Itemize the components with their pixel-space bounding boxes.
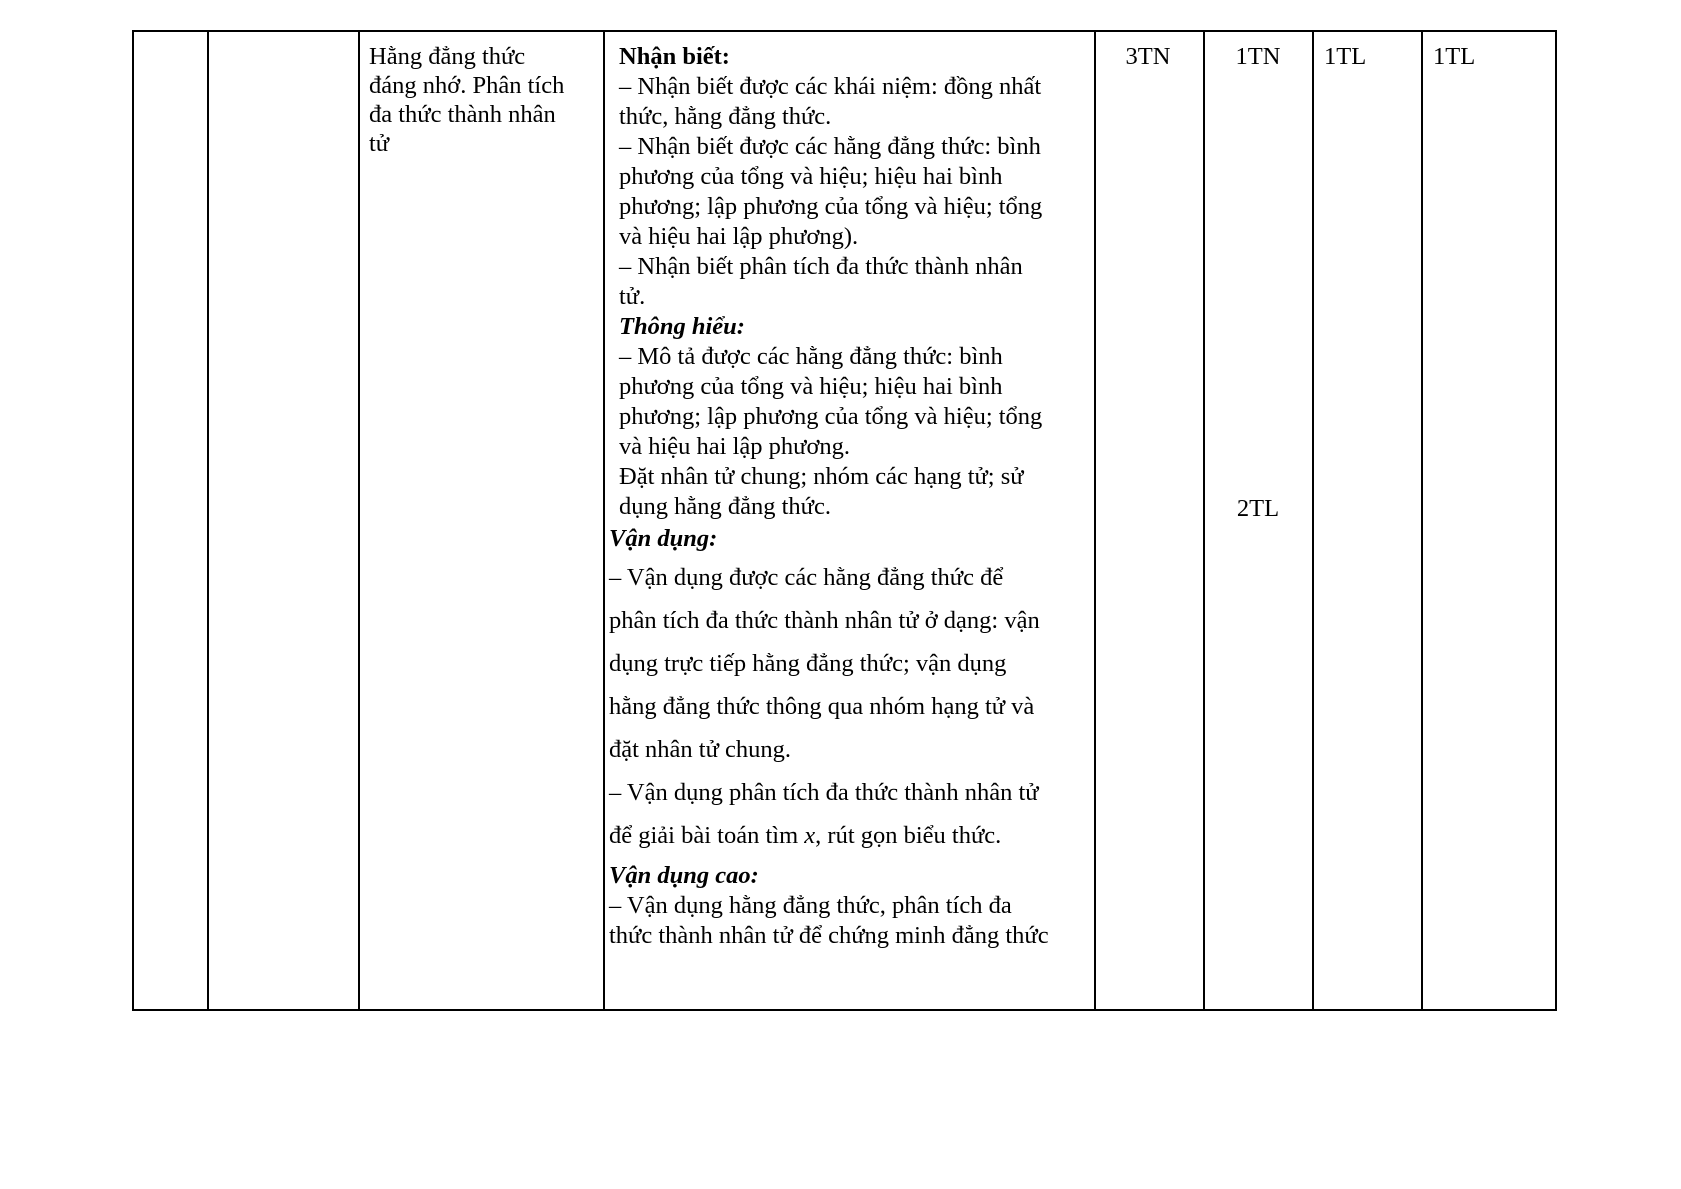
topic-cell — [369, 42, 584, 158]
van-dung-section — [609, 522, 1089, 857]
van-dung-line: đặt nhân tử chung. — [609, 736, 792, 763]
thong-hieu-line: Đặt nhân tử chung; nhóm các hạng tử; sử — [619, 463, 1024, 490]
thong-hieu-title: Thông hiểu: — [619, 313, 745, 340]
van-dung-cao-line: thức thành nhân tử để chứng minh đẳng thức — [609, 922, 1049, 949]
topic-line: đa thức thành nhân — [369, 101, 556, 128]
van-dung-line: hằng đẳng thức thông qua nhóm hạng tử và — [609, 693, 1035, 720]
requirements-cell — [609, 42, 1089, 951]
count-van-dung: 1TL — [1324, 43, 1367, 70]
van-dung-cao-line: – Vận dụng hằng đẳng thức, phân tích đa — [609, 892, 1012, 919]
nhan-biet-section — [609, 42, 1089, 312]
topic-line: tử — [369, 130, 390, 157]
thong-hieu-line: phương; lập phương của tổng và hiệu; tổng — [619, 403, 1043, 430]
van-dung-para1 — [609, 556, 1089, 771]
van-dung-para2 — [609, 771, 1089, 857]
thong-hieu-line: – Mô tả được các hằng đẳng thức: bình — [619, 343, 1003, 370]
nhan-biet-line: và hiệu hai lập phương). — [619, 223, 859, 250]
count-van-dung-cao: 1TL — [1433, 43, 1476, 70]
van-dung-line: phân tích đa thức thành nhân tử ở dạng: vận — [609, 607, 1040, 634]
topic-line: đáng nhớ. Phân tích — [369, 72, 565, 99]
van-dung-cao-section — [609, 861, 1089, 951]
thong-hieu-line: và hiệu hai lập phương. — [619, 433, 851, 460]
column-divider — [1312, 32, 1314, 1009]
van-dung-line: để giải bài toán tìm x, rút gọn biểu thức. — [609, 822, 1002, 849]
topic-line: Hằng đẳng thức — [369, 43, 526, 70]
van-dung-line: – Vận dụng được các hằng đẳng thức để — [609, 564, 1004, 591]
count-nhan-biet: 3TN — [1125, 43, 1171, 70]
count-thong-hieu-tl: 2TL — [1236, 495, 1280, 522]
van-dung-line: dụng trực tiếp hằng đẳng thức; vận dụng — [609, 650, 1007, 677]
nhan-biet-line: thức, hằng đẳng thức. — [619, 103, 832, 130]
nhan-biet-line: – Nhận biết phân tích đa thức thành nhân — [619, 253, 1023, 280]
column-divider — [358, 32, 360, 1009]
column-divider — [603, 32, 605, 1009]
van-dung-cao-title: Vận dụng cao: — [609, 862, 759, 889]
thong-hieu-line: dụng hằng đẳng thức. — [619, 493, 831, 520]
nhan-biet-line: phương; lập phương của tổng và hiệu; tổng — [619, 193, 1043, 220]
variable-x: x — [804, 822, 816, 849]
nhan-biet-line: – Nhận biết được các khái niệm: đồng nhất — [619, 73, 1042, 100]
column-divider — [1421, 32, 1423, 1009]
nhan-biet-line: tử. — [619, 283, 646, 310]
column-divider — [207, 32, 209, 1009]
count-thong-hieu: 1TN — [1235, 43, 1281, 70]
nhan-biet-title: Nhận biết: — [619, 43, 730, 70]
thong-hieu-section — [609, 312, 1089, 522]
content-table — [132, 30, 1557, 1011]
van-dung-line: – Vận dụng phân tích đa thức thành nhân tử — [609, 779, 1039, 806]
thong-hieu-line: phương của tổng và hiệu; hiệu hai bình — [619, 373, 1003, 400]
nhan-biet-line: phương của tổng và hiệu; hiệu hai bình — [619, 163, 1003, 190]
van-dung-title: Vận dụng: — [609, 525, 718, 552]
column-divider — [1094, 32, 1096, 1009]
nhan-biet-line: – Nhận biết được các hằng đẳng thức: bình — [619, 133, 1041, 160]
